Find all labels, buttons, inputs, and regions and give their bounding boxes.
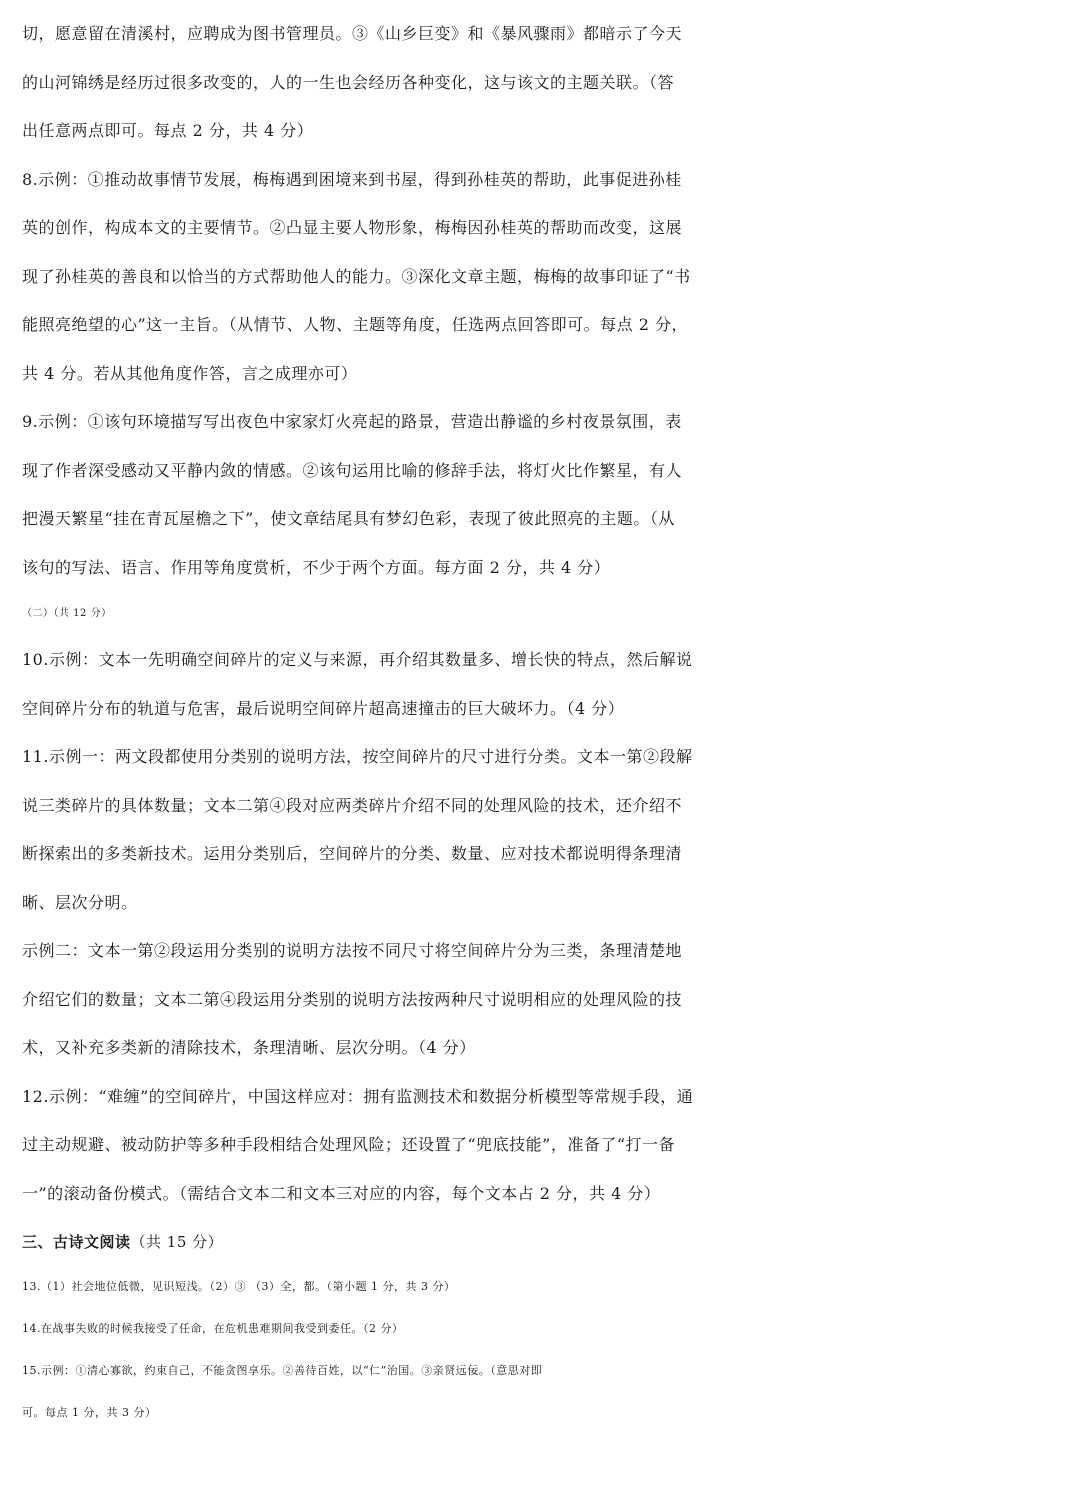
text-line: 14.在战事失败的时候我接受了任命，在危机患难期间我受到委任。（2 分） [22, 1322, 404, 1335]
text-line: 术，又补充多类新的清除技术，条理清晰、层次分明。（4 分） [22, 1038, 476, 1057]
text-line: 出任意两点即可。每点 2 分，共 4 分） [22, 121, 314, 140]
text-line: 15.示例：①清心寡欲，约束自己，不能贪图享乐。②善待百姓，以“仁”治国。③亲贤远佞。（意思对即 [22, 1364, 543, 1377]
text-line: 断探索出的多类新技术。运用分类别后，空间碎片的分类、数量、应对技术都说明得条理清 [22, 844, 683, 863]
text-line: 的山河锦绣是经历过很多改变的，人的一生也会经历各种变化，这与该文的主题关联。（答 [22, 72, 675, 92]
section-heading-three [22, 1218, 1062, 1266]
text-line: 介绍它们的数量；文本二第④段运用分类别的说明方法按两种尺寸说明相应的处理风险的技 [22, 989, 683, 1009]
text-line: 10.示例：文本一先明确空间碎片的定义与来源，再介绍其数量多、增长快的特点，然后解说 [22, 650, 693, 669]
text-line: 该句的写法、语言、作用等角度赏析，不少于两个方面。每方面 2 分，共 4 分） [22, 557, 611, 577]
text-line: 晰、层次分明。 [22, 892, 138, 912]
text-line: 共 4 分。若从其他角度作答，言之成理亦可） [22, 363, 358, 383]
answer-page [22, 10, 1062, 1434]
text-line: 现了孙桂英的善良和以恰当的方式帮助他人的能力。③深化文章主题，梅梅的故事印证了“书 [22, 266, 691, 286]
section-three-score: （共 15 分） [130, 1233, 224, 1251]
text-line: 过主动规避、被动防护等多种手段相结合处理风险；还设置了“兜底技能”，准备了“打一备 [22, 1135, 676, 1154]
text-line: 11.示例一：两文段都使用分类别的说明方法，按空间碎片的尺寸进行分类。文本一第②段解 [22, 747, 693, 766]
text-line: 空间碎片分布的轨道与危害，最后说明空间碎片超高速撞击的巨大破坏力。（4 分） [22, 698, 625, 718]
section-three-title: 三、古诗文阅读 [22, 1233, 131, 1251]
text-line: 示例二：文本一第②段运用分类别的说明方法按不同尺寸将空间碎片分为三类，条理清楚地 [22, 941, 683, 960]
text-line: 说三类碎片的具体数量；文本二第④段对应两类碎片介绍不同的处理风险的技术，还介绍不 [22, 795, 683, 815]
text-line: 能照亮绝望的心”这一主旨。（从情节、人物、主题等角度，任选两点回答即可。每点 2 分， [22, 315, 689, 334]
text-line: 8.示例：①推动故事情节发展，梅梅遇到困境来到书屋，得到孙桂英的帮助，此事促进孙桂 [22, 169, 682, 189]
text-line: 9.示例：①该句环境描写写出夜色中家家灯火亮起的路景，营造出静谧的乡村夜景氛围，表 [22, 412, 682, 431]
text-line: 把漫天繁星“挂在青瓦屋檐之下”，使文章结尾具有梦幻色彩，表现了彼此照亮的主题。（从 [22, 509, 675, 528]
text-line: 现了作者深受感动又平静内敛的情感。②该句运用比喻的修辞手法，将灯火比作繁星，有人 [22, 460, 683, 480]
text-line: 一”的滚动备份模式。（需结合文本二和文本三对应的内容，每个文本占 2 分，共 4 分） [22, 1183, 661, 1203]
text-line: 13.（1）社会地位低微，见识短浅。（2）③ （3）全，都。（第小题 1 分，共 3 分） [22, 1280, 456, 1293]
section-heading-two: （二）（共 12 分） [22, 608, 112, 619]
text-line: 可。每点 1 分，共 3 分） [22, 1406, 157, 1419]
text-line: 切，愿意留在清溪村，应聘成为图书管理员。③《山乡巨变》和《暴风骤雨》都暗示了今天 [22, 24, 683, 43]
text-line: 12.示例：“难缠”的空间碎片，中国这样应对：拥有监测技术和数据分析模型等常规手段，通 [22, 1086, 694, 1106]
text-line: 英的创作，构成本文的主要情节。②凸显主要人物形象，梅梅因孙桂英的帮助而改变，这展 [22, 218, 683, 237]
